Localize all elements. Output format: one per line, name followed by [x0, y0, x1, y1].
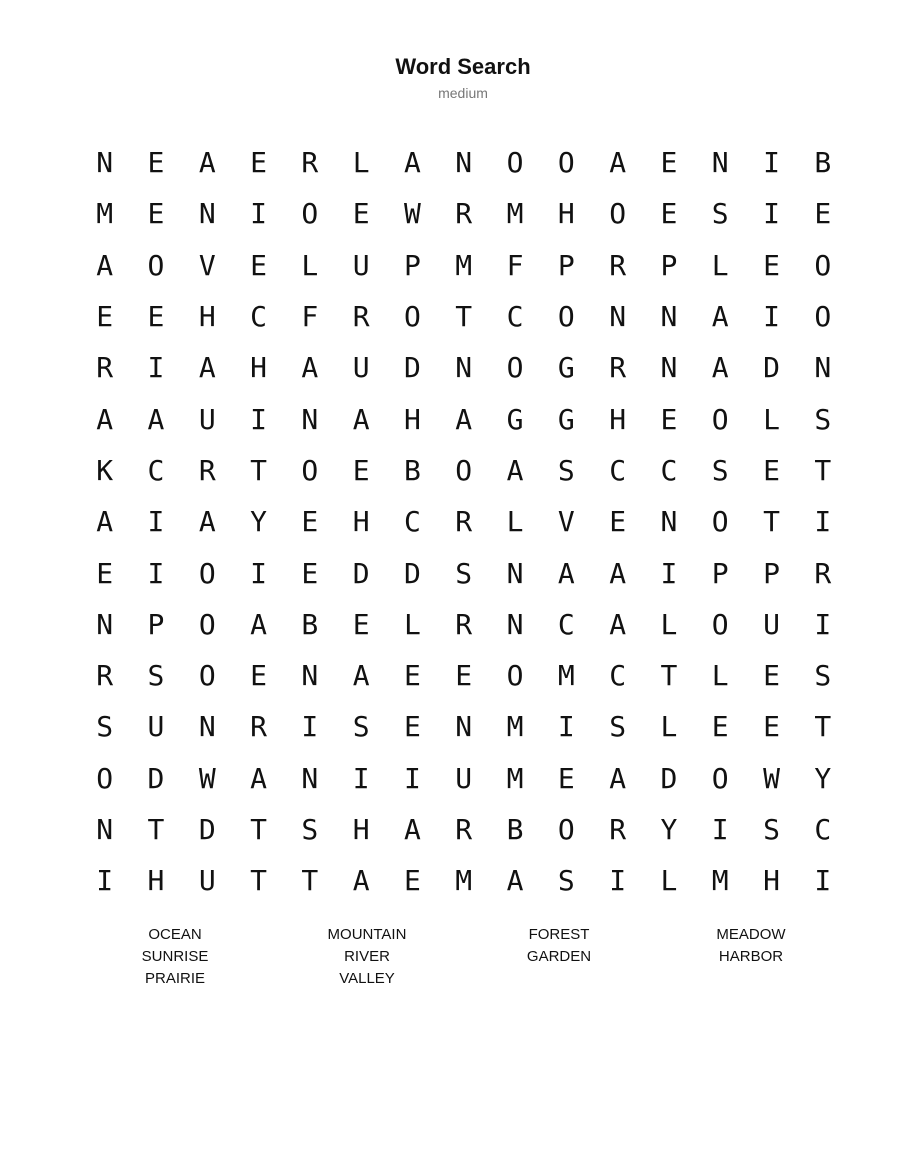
grid-cell[interactable]: R	[96, 659, 114, 693]
grid-cell[interactable]: I	[814, 505, 832, 539]
grid-cell[interactable]: I	[557, 710, 575, 744]
grid-cell[interactable]: S	[557, 453, 575, 487]
grid-cell[interactable]: K	[96, 453, 114, 487]
grid-cell[interactable]: E	[301, 556, 319, 590]
grid-cell[interactable]: N	[301, 659, 319, 693]
grid-cell[interactable]: N	[96, 607, 114, 641]
grid-cell[interactable]: I	[96, 864, 114, 898]
grid-cell[interactable]: O	[711, 402, 729, 436]
grid-cell[interactable]: U	[352, 248, 370, 282]
grid-cell[interactable]: P	[711, 556, 729, 590]
grid-cell[interactable]: H	[352, 813, 370, 846]
grid-cell[interactable]: I	[301, 710, 319, 744]
grid-cell[interactable]: O	[198, 607, 216, 641]
grid-cell[interactable]: A	[352, 864, 370, 898]
grid-cell[interactable]: A	[250, 761, 267, 795]
grid-cell[interactable]: A	[250, 607, 267, 641]
grid-cell[interactable]: E	[352, 197, 370, 231]
grid-cell[interactable]: O	[814, 248, 832, 282]
grid-cell[interactable]: N	[198, 197, 216, 231]
word-list	[79, 926, 847, 988]
grid-cell[interactable]: A	[506, 453, 524, 487]
grid-cell[interactable]: E	[404, 659, 421, 693]
grid-cell[interactable]: M	[455, 248, 473, 282]
grid-cell[interactable]: D	[404, 556, 421, 590]
grid-cell[interactable]: H	[198, 300, 216, 334]
grid-cell[interactable]: I	[763, 300, 780, 334]
grid-cell[interactable]: Y	[814, 761, 832, 795]
grid-cell[interactable]: A	[404, 146, 421, 180]
grid-cell[interactable]: A	[198, 146, 216, 180]
grid-cell[interactable]: O	[609, 197, 627, 231]
grid-cell[interactable]: R	[609, 813, 627, 846]
grid-cell[interactable]: T	[250, 453, 267, 487]
grid-cell[interactable]: R	[609, 351, 627, 385]
grid-cell[interactable]: T	[814, 710, 832, 744]
grid-cell[interactable]: D	[198, 813, 216, 846]
word-list-item: MOUNTAIN	[327, 926, 407, 943]
grid-cell[interactable]: A	[557, 556, 575, 590]
grid-cell[interactable]: G	[557, 351, 575, 385]
grid-cell[interactable]: M	[96, 197, 114, 231]
grid-cell[interactable]: W	[404, 197, 421, 231]
grid-cell[interactable]: N	[506, 556, 524, 590]
grid-cell[interactable]: A	[96, 248, 114, 282]
grid-cell[interactable]: A	[609, 146, 627, 180]
grid-cell[interactable]: O	[404, 300, 421, 334]
grid-cell[interactable]: U	[352, 351, 370, 385]
grid-cell[interactable]: L	[352, 146, 370, 180]
grid-cell[interactable]: O	[301, 453, 319, 487]
grid-cell[interactable]: O	[198, 556, 216, 590]
grid-cell[interactable]: P	[404, 248, 421, 282]
grid-cell[interactable]: C	[250, 300, 267, 334]
grid-cell[interactable]: O	[557, 146, 575, 180]
grid-cell[interactable]: T	[250, 864, 267, 898]
grid-cell[interactable]: G	[557, 402, 575, 436]
grid-cell[interactable]: E	[352, 607, 370, 641]
grid-cell[interactable]: N	[506, 607, 524, 641]
word-list-item: GARDEN	[526, 948, 592, 965]
grid-cell[interactable]: G	[506, 402, 524, 436]
grid-cell[interactable]: H	[763, 864, 780, 898]
grid-cell[interactable]: H	[352, 505, 370, 539]
word-list-item: PRAIRIE	[144, 970, 205, 987]
grid-cell[interactable]: O	[711, 505, 729, 539]
grid-cell[interactable]: S	[352, 710, 370, 744]
word-list-item: VALLEY	[339, 970, 395, 987]
grid-cell[interactable]: E	[711, 710, 729, 744]
grid-cell[interactable]: M	[506, 761, 524, 795]
grid-cell[interactable]: D	[763, 351, 780, 385]
grid-cell[interactable]: L	[404, 607, 421, 641]
grid-cell[interactable]: A	[147, 402, 165, 436]
grid-cell[interactable]: E	[250, 146, 267, 180]
letter-grid	[79, 137, 848, 906]
grid-cell[interactable]: D	[147, 761, 165, 795]
grid-cell[interactable]: N	[609, 300, 627, 334]
grid-cell[interactable]: I	[763, 197, 780, 231]
grid-cell[interactable]: L	[660, 710, 678, 744]
grid-cell[interactable]: I	[763, 146, 780, 180]
grid-cell[interactable]: E	[660, 197, 678, 231]
grid-cell[interactable]: L	[506, 505, 524, 539]
word-list-item: RIVER	[344, 948, 390, 965]
grid-cell[interactable]: A	[301, 351, 319, 385]
grid-cell[interactable]: W	[198, 761, 216, 795]
grid-cell[interactable]: P	[557, 248, 575, 282]
grid-cell[interactable]: O	[711, 761, 729, 795]
grid-cell[interactable]: D	[660, 761, 678, 795]
grid-cell[interactable]: S	[814, 659, 832, 693]
grid-cell[interactable]: T	[763, 505, 780, 539]
grid-cell[interactable]: O	[506, 146, 524, 180]
grid-cell[interactable]: E	[763, 710, 780, 744]
grid-cell[interactable]: E	[660, 146, 678, 180]
grid-cell[interactable]: E	[404, 864, 421, 898]
grid-cell[interactable]: H	[147, 864, 165, 898]
grid-cell[interactable]: F	[301, 300, 319, 334]
grid-cell[interactable]: I	[660, 556, 678, 590]
grid-cell[interactable]: E	[147, 146, 165, 180]
grid-cell[interactable]: L	[301, 248, 319, 282]
grid-cell[interactable]: N	[198, 710, 216, 744]
grid-cell[interactable]: S	[557, 864, 575, 898]
grid-cell[interactable]: O	[147, 248, 165, 282]
grid-cell[interactable]: U	[147, 710, 165, 744]
grid-cell[interactable]: I	[250, 556, 267, 590]
word-list-item: MEADOW	[716, 926, 786, 943]
grid-cell[interactable]: H	[250, 351, 267, 385]
grid-cell[interactable]: N	[96, 146, 114, 180]
grid-cell[interactable]: S	[455, 556, 473, 590]
grid-cell[interactable]: M	[557, 659, 575, 693]
puzzle-title: Word Search	[395, 54, 531, 79]
grid-cell[interactable]: T	[147, 813, 165, 846]
grid-cell[interactable]: N	[455, 351, 473, 385]
grid-cell[interactable]: A	[404, 813, 421, 846]
grid-cell[interactable]: E	[96, 556, 114, 590]
grid-cell[interactable]: O	[301, 197, 319, 231]
grid-cell[interactable]: C	[404, 505, 421, 539]
word-list-item: OCEAN	[148, 926, 202, 943]
grid-cell[interactable]: S	[609, 710, 627, 744]
grid-cell[interactable]: S	[711, 197, 729, 231]
grid-cell[interactable]: R	[455, 813, 473, 846]
grid-cell[interactable]: S	[763, 813, 780, 846]
grid-cell[interactable]: P	[660, 248, 678, 282]
grid-cell[interactable]: N	[301, 761, 319, 795]
grid-cell[interactable]: T	[250, 813, 267, 846]
grid-cell[interactable]: A	[506, 864, 524, 898]
grid-cell[interactable]: T	[814, 453, 832, 487]
grid-cell[interactable]: O	[814, 300, 832, 334]
grid-cell[interactable]: E	[763, 659, 780, 693]
grid-cell[interactable]: O	[455, 453, 473, 487]
grid-cell[interactable]: I	[404, 761, 421, 795]
grid-cell[interactable]: N	[455, 710, 473, 744]
grid-cell[interactable]: A	[609, 607, 627, 641]
grid-cell[interactable]: I	[250, 402, 267, 436]
grid-cell[interactable]: N	[455, 146, 473, 180]
grid-cell[interactable]: S	[147, 659, 165, 693]
grid-cell[interactable]: I	[352, 761, 370, 795]
grid-cell[interactable]: A	[711, 351, 729, 385]
grid-cell[interactable]: R	[250, 710, 267, 744]
grid-cell[interactable]: I	[147, 351, 165, 385]
grid-cell[interactable]: N	[814, 351, 832, 385]
grid-cell[interactable]: I	[814, 607, 832, 641]
difficulty-label: medium	[438, 85, 488, 101]
grid-cell[interactable]: E	[814, 197, 832, 231]
grid-cell[interactable]: O	[711, 607, 729, 641]
grid-cell[interactable]: L	[763, 402, 780, 436]
grid-cell[interactable]: V	[557, 505, 575, 539]
grid-cell[interactable]: E	[352, 453, 370, 487]
grid-cell[interactable]: E	[250, 659, 267, 693]
grid-cell[interactable]: A	[96, 505, 114, 539]
grid-cell[interactable]: L	[711, 248, 729, 282]
grid-cell[interactable]: A	[352, 402, 370, 436]
grid-cell[interactable]: O	[557, 813, 575, 846]
grid-cell[interactable]: N	[660, 505, 678, 539]
grid-cell[interactable]: M	[455, 864, 473, 898]
grid-cell[interactable]: R	[198, 453, 216, 487]
grid-cell[interactable]: C	[506, 300, 524, 334]
grid-cell[interactable]: M	[711, 864, 729, 898]
grid-cell[interactable]: C	[609, 659, 627, 693]
grid-cell[interactable]: I	[711, 813, 729, 846]
grid-cell[interactable]: P	[763, 556, 780, 590]
grid-cell[interactable]: B	[404, 453, 421, 487]
grid-cell[interactable]: D	[404, 351, 421, 385]
grid-cell[interactable]: M	[506, 197, 524, 231]
grid-cell[interactable]: N	[660, 300, 678, 334]
grid-cell[interactable]: U	[455, 761, 473, 795]
grid-cell[interactable]: H	[609, 402, 627, 436]
word-list-item: FOREST	[528, 926, 590, 943]
grid-cell[interactable]: O	[198, 659, 216, 693]
grid-cell[interactable]: I	[147, 505, 165, 539]
grid-cell[interactable]: R	[814, 556, 832, 590]
grid-cell[interactable]: I	[250, 197, 267, 231]
word-list-item: HARBOR	[718, 948, 784, 965]
grid-cell[interactable]: L	[711, 659, 729, 693]
grid-cell[interactable]: U	[198, 864, 216, 898]
grid-cell[interactable]: A	[198, 505, 216, 539]
grid-cell[interactable]: A	[609, 556, 627, 590]
grid-cell[interactable]: R	[96, 351, 114, 385]
grid-cell[interactable]: O	[506, 351, 524, 385]
grid-cell[interactable]: N	[96, 813, 114, 846]
grid-cell[interactable]: W	[763, 761, 780, 795]
grid-cell[interactable]: R	[352, 300, 370, 334]
grid-cell[interactable]: A	[455, 402, 473, 436]
grid-cell[interactable]: C	[814, 813, 832, 846]
grid-cell[interactable]: L	[660, 864, 678, 898]
grid-cell[interactable]: C	[609, 453, 627, 487]
grid-cell[interactable]: H	[404, 402, 421, 436]
grid-cell[interactable]: S	[96, 710, 114, 744]
grid-cell[interactable]: E	[301, 505, 319, 539]
grid-cell[interactable]: R	[455, 607, 473, 641]
grid-cell[interactable]: S	[814, 402, 832, 436]
grid-cell[interactable]: B	[506, 813, 524, 846]
grid-cell[interactable]: E	[250, 248, 267, 282]
grid-cell[interactable]: S	[301, 813, 319, 846]
grid-cell[interactable]: A	[711, 300, 729, 334]
grid-cell[interactable]: O	[506, 659, 524, 693]
grid-cell[interactable]: S	[711, 453, 729, 487]
grid-cell[interactable]: Y	[250, 505, 267, 539]
grid-cell[interactable]: T	[660, 659, 678, 693]
grid-cell[interactable]: D	[352, 556, 370, 590]
grid-cell[interactable]: E	[147, 197, 165, 231]
grid-cell[interactable]: O	[557, 300, 575, 334]
grid-cell[interactable]: C	[147, 453, 165, 487]
grid-cell[interactable]: Y	[660, 813, 678, 846]
grid-cell[interactable]: E	[763, 453, 780, 487]
grid-cell[interactable]: R	[455, 197, 473, 231]
grid-cell[interactable]: B	[814, 146, 832, 180]
grid-cell[interactable]: V	[198, 248, 216, 282]
grid-cell[interactable]: E	[455, 659, 473, 693]
grid-cell[interactable]: M	[506, 710, 524, 744]
grid-cell[interactable]: P	[147, 607, 165, 641]
grid-cell[interactable]: R	[301, 146, 319, 180]
grid-cell[interactable]: C	[557, 607, 575, 641]
grid-cell[interactable]: U	[198, 402, 216, 436]
grid-cell[interactable]: I	[814, 864, 832, 898]
grid-cell[interactable]: A	[609, 761, 627, 795]
grid-cell[interactable]: E	[404, 710, 421, 744]
grid-cell[interactable]: H	[557, 197, 575, 231]
grid-cell[interactable]: I	[609, 864, 627, 898]
grid-cell[interactable]: T	[455, 300, 473, 334]
grid-cell[interactable]: E	[660, 402, 678, 436]
grid-cell[interactable]: R	[609, 248, 627, 282]
grid-cell[interactable]: O	[96, 761, 114, 795]
grid-cell[interactable]: A	[96, 402, 114, 436]
word-list-item: SUNRISE	[141, 948, 209, 965]
grid-cell[interactable]: U	[763, 607, 780, 641]
grid-cell[interactable]: E	[557, 761, 575, 795]
grid-cell[interactable]: T	[301, 864, 319, 898]
grid-cell[interactable]: F	[506, 248, 524, 282]
grid-cell[interactable]: E	[147, 300, 165, 334]
grid-cell[interactable]: L	[660, 607, 678, 641]
grid-cell[interactable]: B	[301, 607, 319, 641]
grid-cell[interactable]: N	[660, 351, 678, 385]
grid-cell[interactable]: E	[763, 248, 780, 282]
grid-cell[interactable]: E	[96, 300, 114, 334]
grid-cell[interactable]: N	[711, 146, 729, 180]
grid-cell[interactable]: R	[455, 505, 473, 539]
grid-cell[interactable]: A	[198, 351, 216, 385]
grid-cell[interactable]: C	[660, 453, 678, 487]
grid-cell[interactable]: N	[301, 402, 319, 436]
grid-cell[interactable]: E	[609, 505, 627, 539]
grid-cell[interactable]: I	[147, 556, 165, 590]
grid-cell[interactable]: A	[352, 659, 370, 693]
